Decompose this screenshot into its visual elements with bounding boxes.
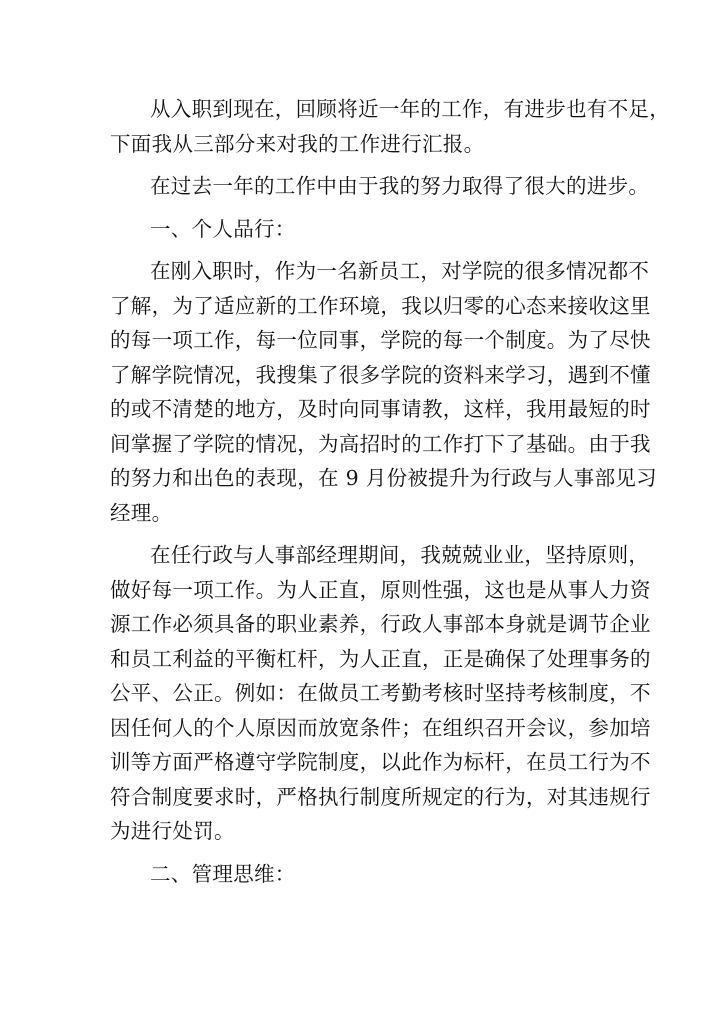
section-heading: 一、个人品行： [150, 216, 296, 241]
text-line: 为进行处罚。 [110, 819, 235, 843]
text-line: 了解，为了适应新的工作环境，我以归零的心态来接收这里 [110, 293, 651, 318]
paragraph-onboarding [110, 254, 657, 530]
text-line: 在任行政与人事部经理期间，我兢兢业业，坚持原则， [150, 543, 650, 567]
section-heading-management-thinking [110, 857, 610, 892]
text-line: 从入职到现在，回顾将近一年的工作，有进步也有不足， [150, 97, 670, 121]
text-line: 训等方面严格遵守学院制度，以此作为标杆，在员工行为不 [110, 750, 651, 774]
paragraph-hr-manager [110, 538, 651, 849]
text-line: 符合制度要求时，严格执行制度所规定的行为，对其违规行 [110, 784, 651, 809]
text-line: 公平、公正。例如：在做员工考勤考核时坚持考核制度，不 [110, 681, 651, 705]
text-line: 做好每一项工作。为人正直，原则性强，这也是从事人力资 [110, 577, 651, 602]
section-heading-personal-conduct [110, 212, 610, 247]
text-line: 因任何人的个人原因而放宽条件；在组织召开会议，参加培 [110, 715, 651, 740]
text-line: 的或不清楚的地方，及时向同事请教，这样，我用最短的时 [110, 397, 651, 421]
text-line: 间掌握了学院的情况，为高招时的工作打下了基础。由于我 [110, 431, 651, 456]
paragraph-summary [110, 169, 650, 204]
section-heading: 二、管理思维： [150, 861, 296, 886]
text-line: 源工作必须具备的职业素养，行政人事部本身就是调节企业 [110, 612, 651, 636]
text-line: 和员工利益的平衡杠杆，为人正直，正是确保了处理事务的 [110, 646, 651, 671]
text-line: 经理。 [110, 500, 173, 525]
text-line: 的努力和出色的表现，在 9 月份被提升为行政与人事部见习 [110, 466, 657, 490]
text-line: 的每一项工作，每一位同事，学院的每一个制度。为了尽快 [110, 328, 651, 352]
text-line: 下面我从三部分来对我的工作进行汇报。 [110, 131, 485, 156]
document-body [110, 92, 670, 891]
paragraph-intro [110, 92, 670, 161]
text-line: 在刚入职时，作为一名新员工，对学院的很多情况都不 [150, 259, 650, 283]
text-line: 在过去一年的工作中由于我的努力取得了很大的进步。 [150, 174, 650, 198]
text-line: 了解学院情况，我搜集了很多学院的资料来学习，遇到不懂 [110, 362, 651, 387]
